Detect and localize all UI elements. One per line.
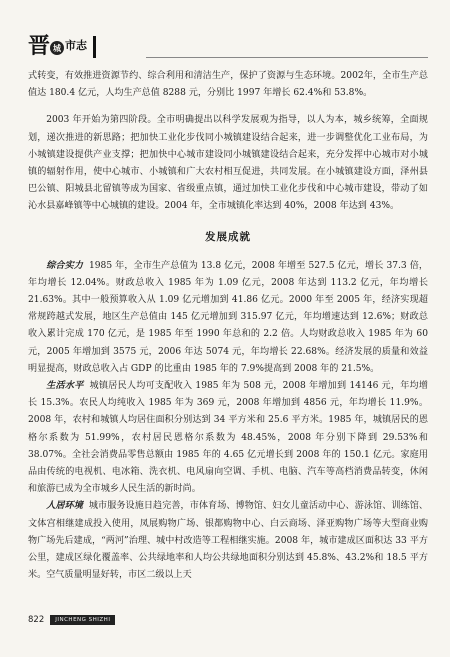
paragraph-continued: 式转变，有效推进资源节约、综合利用和清洁生产，保护了资源与生态环境。2002年，全市生产总值达 180.4 亿元，人均生产总值 8288 元，分别比 1997 年增长 62.4%和 53.8%。: [28, 71, 428, 99]
header-rule: [146, 57, 428, 58]
logo-char-jin: 晋: [28, 33, 50, 59]
logo-separator: [93, 36, 96, 58]
block-lead: 人居环境: [46, 501, 83, 512]
page-header: [28, 32, 428, 60]
block-comprehensive-strength: [28, 258, 428, 378]
section-title: 发展成就: [205, 230, 251, 243]
block-lead: 综合实力: [46, 260, 83, 271]
book-logo: [28, 32, 96, 58]
page-body: [28, 68, 428, 584]
block-text: 1985 年，全市生产总值为 13.8 亿元，2008 年增至 527.5 亿元，增长 37.3 倍，年均增长 12.04%。财政总收入 1985 年为 1.09 亿元，2008 年达到 113.2 亿元，年均增长 21.63%。其中一般预算收入从 1.09 亿元增加到 41.86 亿元。2000 年至 2005 年，经济实现超常规跨越式发展，地区生产总值由 145 亿元增加到 315.97 亿元，年均增速达到 12.6%；财政总收入累计完成 170 亿元，是 1985 年至 1990 年总和的 2.2 倍。人均财政总收入 1985 年为 60 元，2005 年增加到 3575 元，2006 年达 5074 元，年均增长 22.68%。经济发展的质量和效益明显提高，财政总收入占 GDP 的比重由 1985 年的 7.9%提高到 2008 年的 21.5%。: [28, 260, 428, 374]
page-number: 822: [28, 615, 45, 625]
logo-char-shizhi: 市志: [65, 39, 88, 52]
block-lead: 生活水平: [46, 381, 84, 392]
logo-char-cheng: 城: [50, 41, 64, 55]
block-living-environment: [28, 498, 428, 584]
footer-tag: JINCHENG SHIZHI: [50, 615, 115, 625]
block-text: 城市服务设施日趋完善，市体育场、博物馆、妇女儿童活动中心、游泳馆、训练馆、文体宫相继建成投入使用，凤展购物广场、银都购物中心、白云商场、泽亚购物广场等大型商业购物广场先后建成，“两河”治理、城中村改造等工程相继实施。2008 年，城市建成区面积达 33 平方公里，建成区绿化覆盖率、公共绿地率和人均公共绿地面积分别达到 45.8%、43.2%和 18.5 平方米。空气质量明显好转，市区二级以上天: [28, 501, 428, 581]
block-text: 城镇居民人均可支配收入 1985 年为 508 元，2008 年增加到 14146 元，年均增长 15.3%。农民人均纯收入 1985 年为 369 元，2008 年增加到 4856 元，年均增长 11.9%。2008 年，农村和城镇人均居住面积分别达到 34 平方米和 25.6 平方米。1985 年，城镇居民的恩格尔系数为 51.99%，农村居民恩格尔系数为 48.45%，2008 年分别下降到 29.53%和 38.07%。全社会消费品零售总额由 1985 年的 4.65 亿元增长到 2008 年的 150.1 亿元。家庭用品由传统的电视机、电冰箱、洗衣机、电风扇向空调、手机、电脑、汽车等高档消费品转变，休闲和旅游已成为全市城乡人民生活的新时尚。: [28, 381, 428, 495]
paragraph-fourth-stage: 2003 年开始为第四阶段。全市明确提出以科学发展观为指导，以人为本，城乡统筹，全面规划，递次推进的新思路；把加快工业化步伐同小城镇建设结合起来，进一步调整优化工业布局，为小城镇建设提供产业支撑；把加快中心城市建设同小城镇建设结合起来，充分发挥中心城市对小城镇的辐射作用，使中心城市、小城镇和广大农村相互促进，共同发展。在小城镇建设方面，泽州县巴公镇、阳城县北留镇等成为国家、省级重点镇，通过加快工业化步伐和中心城市建设，带动了如沁水县嘉峰镇等中心城镇的建设。2004 年，全市城镇化率达到 40%，2008 年达到 43%。: [28, 115, 428, 212]
block-living-standard: [28, 378, 428, 498]
page-footer: [28, 612, 428, 628]
